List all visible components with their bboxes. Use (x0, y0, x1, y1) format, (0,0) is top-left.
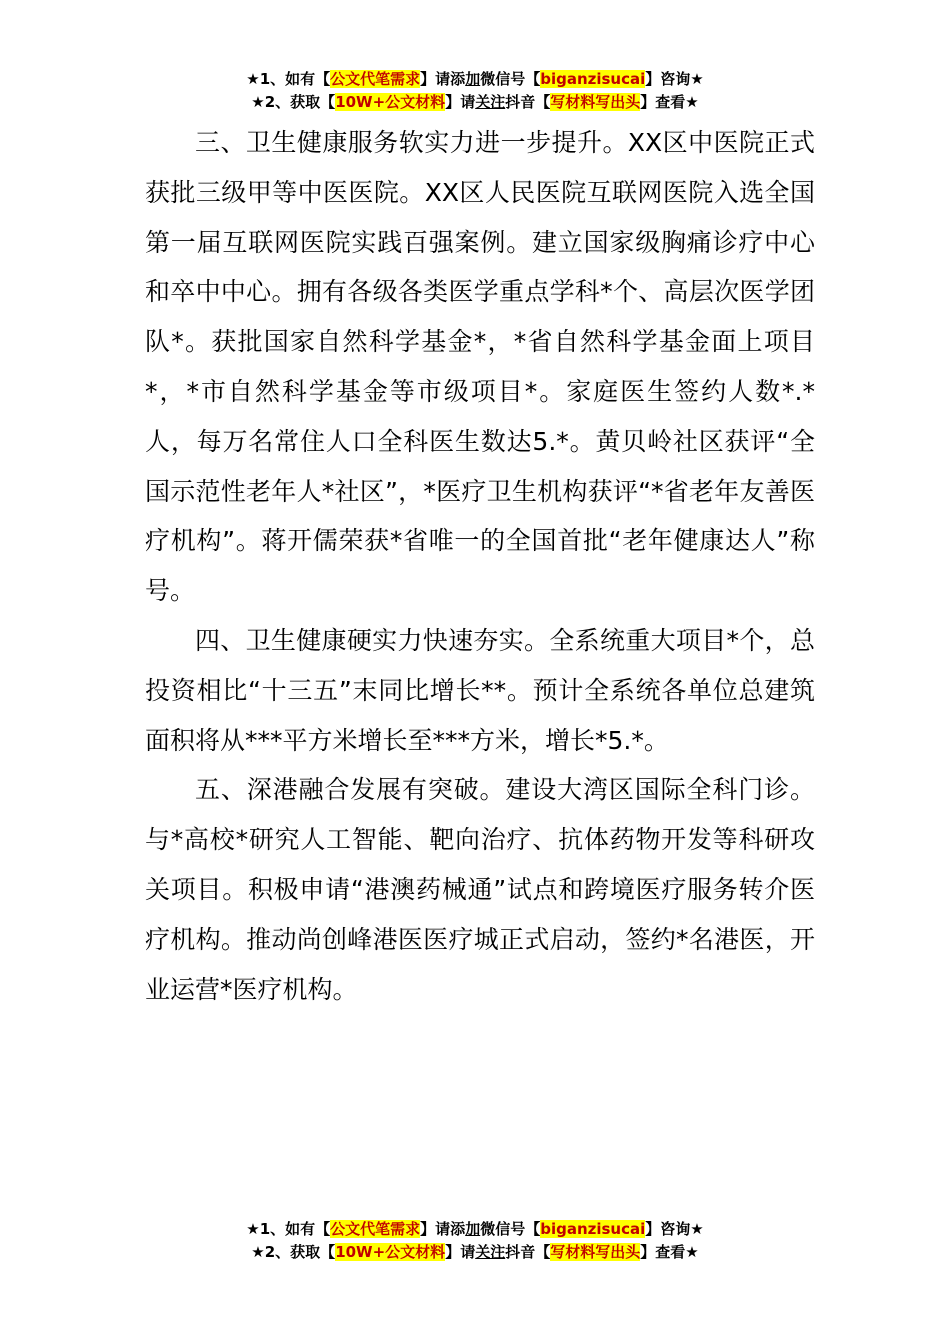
banner-emphasis: 关注 (475, 1243, 506, 1261)
banner-text: ★1、如有【 (246, 1220, 331, 1238)
banner-line-2 (0, 91, 950, 114)
highlight-materials: 10W+公文材料 (335, 1243, 446, 1261)
highlight-service: 公文代笔需求 (330, 70, 421, 88)
banner-text: 】请添 (420, 70, 466, 88)
banner-text: 微信号【 (480, 1220, 541, 1238)
banner-text: 】查看★ (640, 1243, 699, 1261)
banner-line-1 (0, 68, 950, 91)
banner-text: 】请添 (420, 1220, 466, 1238)
highlight-douyin: 写材料写出头 (550, 1243, 641, 1261)
banner-text: 微信号【 (480, 70, 541, 88)
banner-emphasis: 关注 (475, 93, 506, 111)
highlight-wechat-id: biganzisucai (540, 70, 646, 88)
paragraph-hard-power: 四、卫生健康硬实力快速夯实。全系统重大项目*个，总投资相比“十三五”末同比增长**。预计全系统各单位总建筑面积将从***平方米增长至***方米，增长*5.*。 (145, 625, 815, 755)
document-body (145, 118, 815, 1014)
banner-line-2 (0, 1241, 950, 1264)
banner-text: 】请 (445, 93, 476, 111)
banner-text: 】请 (445, 1243, 476, 1261)
highlight-wechat-id: biganzisucai (540, 1220, 646, 1238)
banner-text: ★1、如有【 (246, 70, 331, 88)
banner-text: 】查看★ (640, 93, 699, 111)
banner-text: 】咨询★ (645, 70, 704, 88)
footer-banner (0, 1218, 950, 1264)
header-banner (0, 68, 950, 114)
banner-text: 抖音【 (505, 1243, 551, 1261)
paragraph-soft-power: 三、卫生健康服务软实力进一步提升。XX区中医院正式获批三级甲等中医医院。XX区人民医院互联网医院入选全国第一届互联网医院实践百强案例。建立国家级胸痛诊疗中心和卒中中心。拥有各级各类医学重点学科*个、高层次医学团队*。获批国家自然科学基金*，*省自然科学基金面上项目*，*市自然科学基金等市级项目*。家庭医生签约人数*.*人，每万名常住人口全科医生数达5.*。黄贝岭社区获评“全国示范性老年人*社区”，*医疗卫生机构获评“*省老年友善医疗机构”。蒋开儒荣获*省唯一的全国首批“老年健康达人”称号。 (145, 128, 815, 606)
banner-line-1 (0, 1218, 950, 1241)
banner-text: ★2、获取【 (251, 1243, 336, 1261)
banner-text: ★2、获取【 (251, 93, 336, 111)
highlight-douyin: 写材料写出头 (550, 93, 641, 111)
highlight-materials: 10W+公文材料 (335, 93, 446, 111)
banner-emphasis: 加 (465, 1220, 481, 1238)
paragraph-shenzhen-hk: 五、深港融合发展有突破。建设大湾区国际全科门诊。与*高校*研究人工智能、靶向治疗、抗体药物开发等科研攻关项目。积极申请“港澳药械通”试点和跨境医疗服务转介医疗机构。推动尚创峰港医医疗城正式启动，签约*名港医，开业运营*医疗机构。 (145, 775, 815, 1004)
banner-text: 抖音【 (505, 93, 551, 111)
banner-text: 】咨询★ (645, 1220, 704, 1238)
highlight-service: 公文代笔需求 (330, 1220, 421, 1238)
banner-emphasis: 加 (465, 70, 481, 88)
